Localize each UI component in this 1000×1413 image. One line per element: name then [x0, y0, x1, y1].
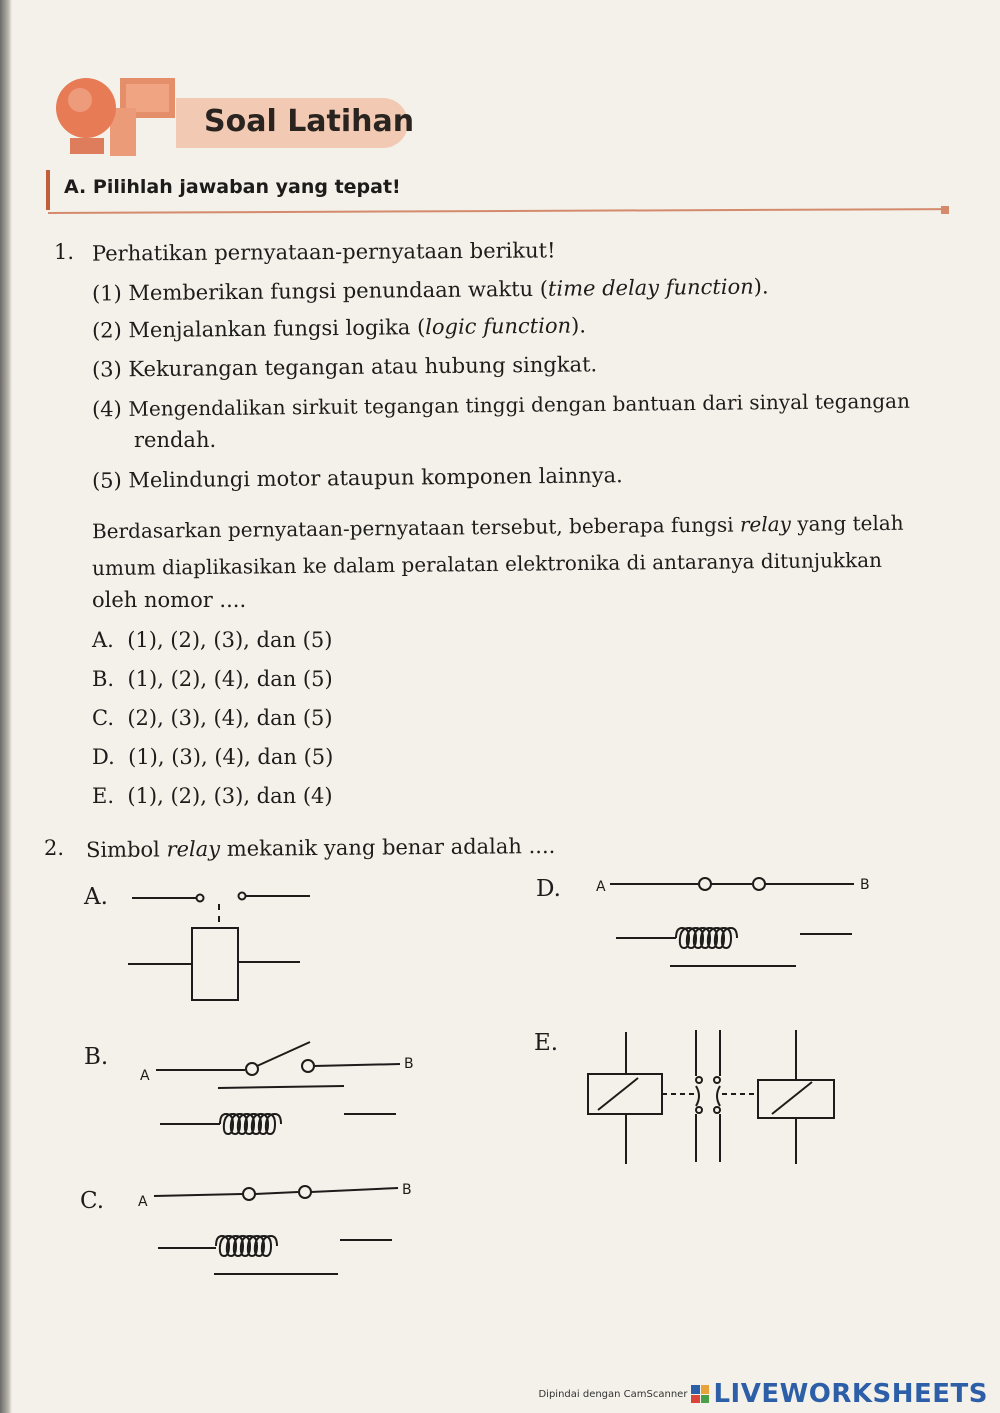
option-d[interactable]: D. (1), (3), (4), dan (5) — [92, 745, 334, 769]
fig-b-contact-2 — [302, 1060, 314, 1072]
fig-d-coil — [676, 928, 737, 948]
question-2-number: 2. — [44, 836, 65, 860]
fig-a-contact-left — [197, 895, 204, 902]
paragraph-line-1: Berdasarkan pernyataan-pernyataan tersebut, beberapa fungsi relay yang telah — [91, 510, 904, 544]
fig-d-contact-2 — [753, 878, 765, 890]
figure-d-relay — [596, 877, 870, 966]
fig-a-coil-box — [192, 928, 238, 1000]
fig-e-contact-1-b — [696, 1107, 702, 1113]
fig-b-contact-1 — [246, 1063, 258, 1075]
fig-e-contact-2-a — [714, 1077, 720, 1083]
fig-c-wire-mid — [255, 1192, 298, 1194]
q2-option-c-label[interactable]: C. — [80, 1188, 105, 1214]
section-marker — [46, 170, 50, 210]
header-illustration — [50, 68, 185, 160]
globe-stand — [70, 138, 104, 154]
fig-e-contact-2-b — [714, 1107, 720, 1113]
fig-e-contact-2-blade — [717, 1086, 720, 1106]
brand-wordmark[interactable]: LIVEWORKSHEETS — [713, 1379, 988, 1409]
figure-b-relay — [140, 1042, 414, 1134]
fig-c-contact-1 — [243, 1188, 255, 1200]
question-1-stem: Perhatikan pernyataan-pernyataan berikut! — [91, 238, 556, 266]
question-1-number: 1. — [54, 240, 75, 264]
paragraph-line-2: umum diaplikasikan ke dalam peralatan elektronika di antaranya ditunjukkan — [91, 547, 883, 581]
fig-e-left-coil-box — [588, 1074, 662, 1114]
fig-a-contact-right — [239, 893, 246, 900]
statement-4: (4) Mengendalikan sirkuit tegangan tinggi dengan bantuan dari sinyal tegangan — [91, 388, 911, 422]
fig-b-label-a: A — [140, 1068, 150, 1084]
q2-option-a-label[interactable]: A. — [84, 884, 108, 910]
fig-b-switch-arm — [257, 1042, 310, 1066]
fig-c-contact-2 — [299, 1186, 311, 1198]
liveworksheets-logo-icon — [691, 1385, 709, 1403]
statement-5: (5) Melindungi motor ataupun komponen lainnya. — [91, 463, 623, 493]
statement-2: (2) Menjalankan fungsi logika (logic function). — [91, 313, 587, 343]
fig-d-label-a: A — [596, 879, 606, 895]
fig-c-wire-left — [154, 1194, 242, 1196]
page-spine-shadow — [0, 0, 12, 1413]
fig-c-coil — [216, 1236, 277, 1256]
statement-4-continued: rendah. — [134, 428, 217, 452]
option-e[interactable]: E. (1), (2), (3), dan (4) — [92, 784, 333, 808]
fig-b-wire-right — [314, 1064, 400, 1066]
globe-highlight — [68, 88, 92, 112]
fig-b-label-b: B — [404, 1056, 414, 1072]
fig-d-contact-1 — [699, 878, 711, 890]
scan-note: Dipindai dengan CamScanner — [538, 1388, 688, 1400]
fig-e-left-coil-slash — [598, 1078, 638, 1110]
q2-option-b-label[interactable]: B. — [84, 1044, 109, 1070]
fig-c-label-b: B — [402, 1182, 412, 1198]
q2-option-d-label[interactable]: D. — [536, 876, 561, 902]
section-divider — [48, 208, 948, 214]
option-a[interactable]: A. (1), (2), (3), dan (5) — [92, 628, 333, 652]
fig-b-coil — [220, 1114, 281, 1134]
q2-option-e-label[interactable]: E. — [534, 1030, 559, 1056]
fig-e-right-coil-slash — [772, 1082, 812, 1114]
fig-e-contact-1-a — [696, 1077, 702, 1083]
figure-c-relay — [138, 1182, 412, 1274]
fig-c-wire-right — [311, 1188, 398, 1192]
fig-b-overline — [218, 1086, 344, 1088]
section-title: A. Pilihlah jawaban yang tepat! — [64, 176, 401, 198]
fig-e-contact-1-blade — [696, 1086, 699, 1106]
divider-end-mark — [941, 206, 949, 214]
fig-e-right-coil-box — [758, 1080, 834, 1118]
statement-1: (1) Memberikan fungsi penundaan waktu (time delay function). — [91, 274, 769, 306]
fig-d-label-b: B — [860, 877, 870, 893]
figure-a-box-relay — [128, 893, 310, 1001]
page-title: Soal Latihan — [204, 104, 415, 139]
question-2-stem: Simbol relay mekanik yang benar adalah .... — [85, 833, 556, 863]
option-b[interactable]: B. (1), (2), (4), dan (5) — [92, 667, 333, 691]
footer — [538, 1379, 988, 1409]
paragraph-line-3: oleh nomor .... — [92, 588, 247, 612]
option-c[interactable]: C. (2), (3), (4), dan (5) — [92, 706, 333, 730]
figure-e-relay — [588, 1030, 834, 1164]
statement-3: (3) Kekurangan tegangan atau hubung singkat. — [91, 352, 598, 382]
fig-c-label-a: A — [138, 1194, 148, 1210]
board-inner — [126, 84, 169, 112]
